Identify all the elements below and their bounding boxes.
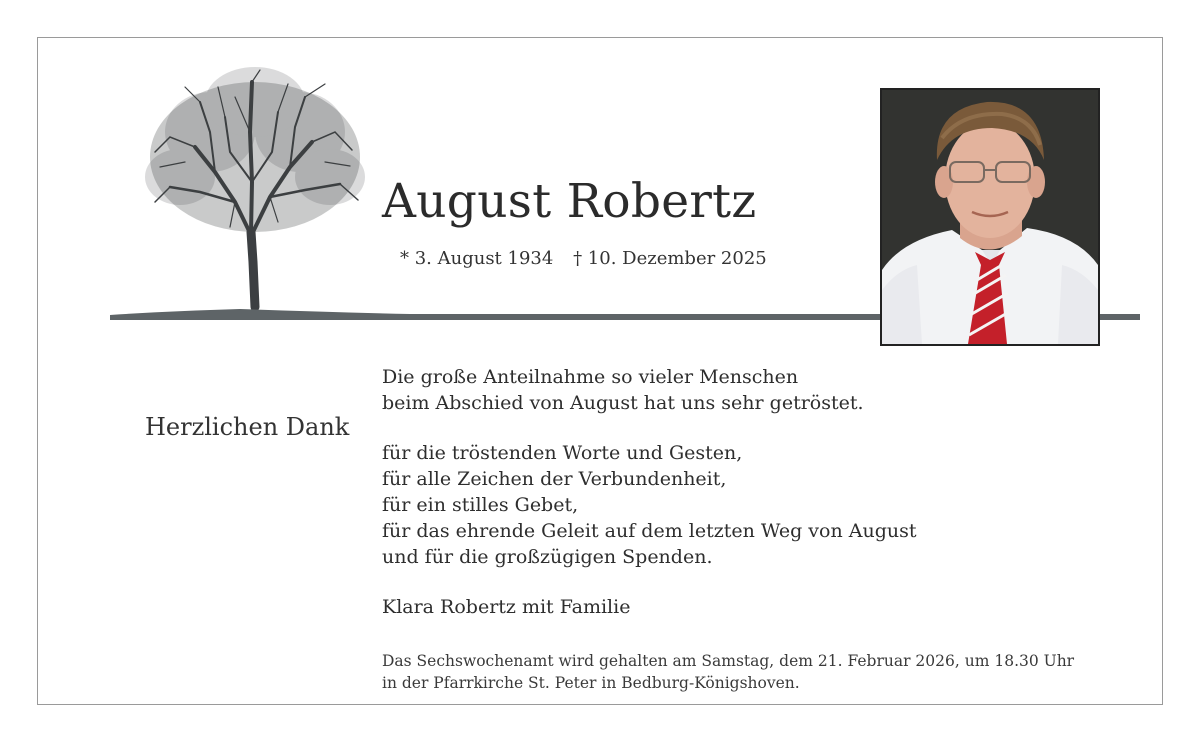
text-line: Die große Anteilnahme so vieler Menschen bbox=[382, 366, 799, 388]
tree-icon bbox=[140, 62, 370, 312]
service-notice bbox=[382, 650, 1142, 694]
text-line: für ein stilles Gebet, bbox=[382, 494, 579, 516]
text-line: für alle Zeichen der Verbundenheit, bbox=[382, 468, 727, 490]
thanks-heading: Herzlichen Dank bbox=[145, 413, 350, 441]
death-date: † 10. Dezember 2025 bbox=[573, 248, 767, 269]
text-line: für die tröstenden Worte und Gesten, bbox=[382, 442, 743, 464]
deceased-name: August Robertz bbox=[382, 174, 757, 229]
notice-line: Das Sechswochenamt wird gehalten am Samstag, dem 21. Februar 2026, um 18.30 Uhr bbox=[382, 652, 1075, 670]
paragraph-gratitude bbox=[382, 440, 1142, 570]
portrait-icon bbox=[882, 90, 1098, 344]
text-line: für das ehrende Geleit auf dem letzten Weg von August bbox=[382, 520, 917, 542]
text-line: beim Abschied von August hat uns sehr getröstet. bbox=[382, 392, 864, 414]
birth-date: * 3. August 1934 bbox=[400, 248, 554, 269]
text-line: und für die großzügigen Spenden. bbox=[382, 546, 713, 568]
portrait-photo bbox=[880, 88, 1100, 346]
thanks-text bbox=[382, 364, 1142, 620]
life-dates bbox=[400, 248, 781, 269]
notice-line: in der Pfarrkirche St. Peter in Bedburg-Königshoven. bbox=[382, 674, 800, 692]
paragraph-condolence bbox=[382, 364, 1142, 416]
signature: Klara Robertz mit Familie bbox=[382, 596, 631, 618]
